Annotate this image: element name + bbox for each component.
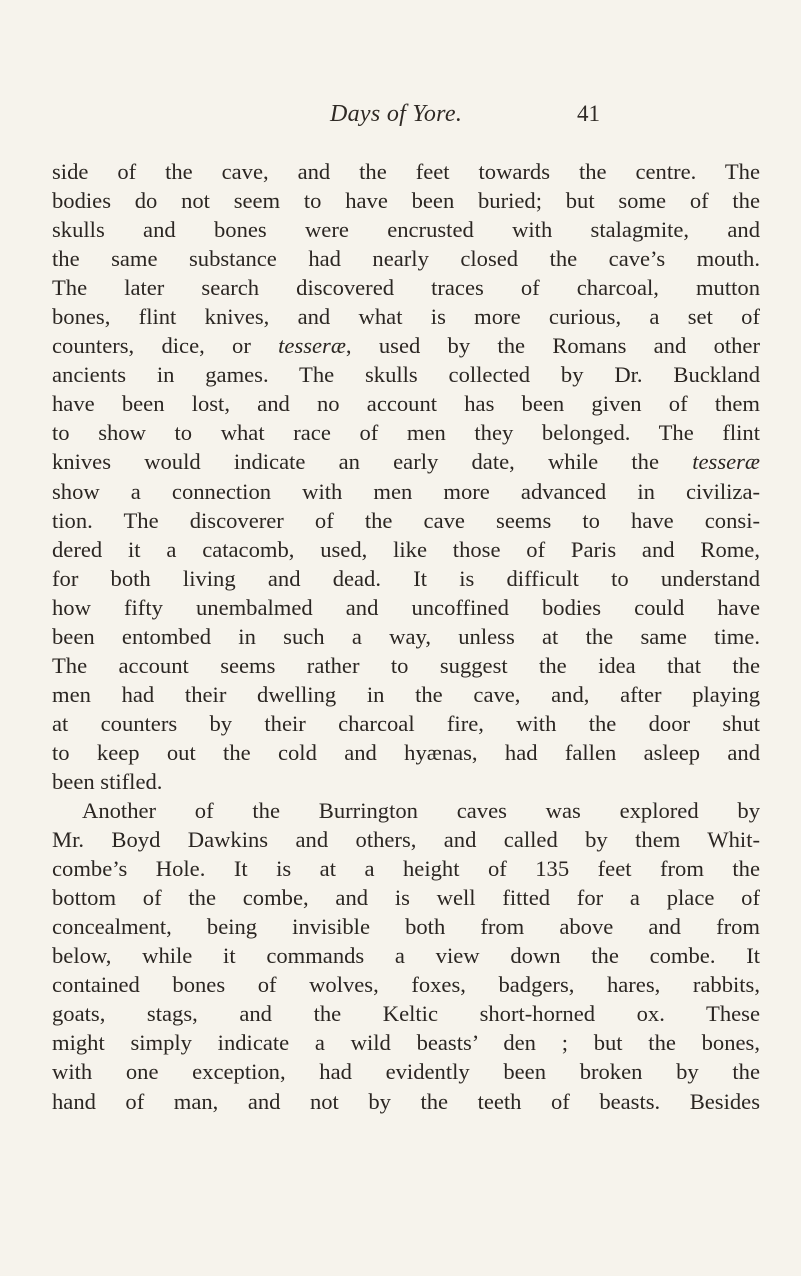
text-line	[52, 622, 760, 651]
text-line	[52, 244, 760, 273]
text-line	[52, 331, 760, 360]
text-line-content: below, while it commands a view down the combe. It	[52, 943, 760, 969]
text-line-content: Mr. Boyd Dawkins and others, and called by them Whit-	[52, 827, 760, 853]
page-number: 41	[577, 101, 600, 126]
text-line	[52, 389, 760, 418]
text-line	[52, 738, 760, 767]
text-line-content: contained bones of wolves, foxes, badgers, hares, rabbits,	[52, 972, 760, 998]
text-line-content: Another of the Burrington caves was explored by	[82, 798, 760, 824]
running-head	[0, 101, 801, 141]
text-line-content: counters, dice, or	[52, 333, 279, 359]
text-line	[52, 680, 760, 709]
italic-term: tesseræ	[692, 449, 760, 475]
text-line	[52, 709, 760, 738]
body-text	[52, 157, 760, 1116]
text-line	[52, 854, 760, 883]
text-line	[52, 186, 760, 215]
text-line-content: the same substance had nearly closed the cave’s mouth.	[52, 246, 760, 272]
text-line-content: for both living and dead. It is difficult to understand	[52, 565, 760, 591]
text-line-content: knives would indicate an early date, while the	[52, 449, 693, 475]
text-line	[52, 564, 760, 593]
text-line-content: men had their dwelling in the cave, and, after playing	[52, 681, 760, 707]
text-line	[52, 796, 760, 825]
text-line	[52, 883, 760, 912]
text-line-content: ancients in games. The skulls collected by Dr. Buckland	[52, 362, 760, 388]
text-line	[52, 767, 760, 796]
text-line	[52, 477, 760, 506]
text-line-content: combe’s Hole. It is at a height of 135 feet from the	[52, 856, 760, 882]
text-line-content: side of the cave, and the feet towards the centre. The	[52, 159, 760, 184]
text-line-content: concealment, being invisible both from above and from	[52, 914, 760, 940]
text-line-content: to keep out the cold and hyænas, had fallen asleep and	[52, 739, 760, 765]
text-line-content: have been lost, and no account has been given of them	[52, 391, 760, 417]
text-line-content: with one exception, had evidently been broken by the	[52, 1059, 760, 1085]
text-line	[52, 418, 760, 447]
text-line-content: how fifty unembalmed and uncoffined bodies could have	[52, 594, 760, 620]
text-line-content: bones, flint knives, and what is more curious, a set of	[52, 304, 760, 330]
text-line	[52, 970, 760, 999]
text-line-continuation: , used by the Romans and other	[345, 333, 760, 359]
text-line-content: might simply indicate a wild beasts’ den ; but the bones,	[52, 1030, 760, 1056]
text-line-content: bottom of the combe, and is well fitted for a place of	[52, 885, 760, 911]
italic-term: tesseræ	[278, 333, 346, 359]
text-line-content: dered it a catacomb, used, like those of Paris and Rome,	[52, 536, 760, 562]
text-line	[52, 1057, 760, 1086]
text-line-content: skulls and bones were encrusted with stalagmite, and	[52, 217, 760, 243]
text-line	[52, 1087, 760, 1116]
text-line-content: hand of man, and not by the teeth of beasts. Besides	[52, 1088, 760, 1114]
text-line	[52, 535, 760, 564]
text-line-content: goats, stags, and the Keltic short-horned ox. These	[52, 1001, 760, 1027]
text-line-content: show a connection with men more advanced in civiliza-	[52, 478, 760, 504]
text-line-content: to show to what race of men they belonged. The flint	[52, 420, 760, 446]
text-line	[52, 157, 760, 186]
text-line	[52, 1028, 760, 1057]
text-line	[52, 302, 760, 331]
text-line	[52, 593, 760, 622]
text-line	[52, 506, 760, 535]
text-line	[52, 999, 760, 1028]
text-line-content: bodies do not seem to have been buried; but some of the	[52, 188, 760, 214]
text-line	[52, 360, 760, 389]
text-line	[52, 215, 760, 244]
text-line-content: at counters by their charcoal fire, with the door shut	[52, 710, 760, 736]
text-line-content: been entombed in such a way, unless at the same time.	[52, 623, 760, 649]
text-line	[52, 825, 760, 854]
text-line-content: The account seems rather to suggest the idea that the	[52, 652, 760, 678]
text-line	[52, 447, 760, 476]
text-line-content: tion. The discoverer of the cave seems to have consi-	[52, 507, 760, 533]
text-line	[52, 651, 760, 680]
text-line-content: The later search discovered traces of charcoal, mutton	[52, 275, 760, 301]
running-title: Days of Yore.	[330, 101, 463, 127]
text-line-content: been stifled.	[52, 768, 163, 794]
text-line	[52, 912, 760, 941]
text-line	[52, 273, 760, 302]
text-line	[52, 941, 760, 970]
